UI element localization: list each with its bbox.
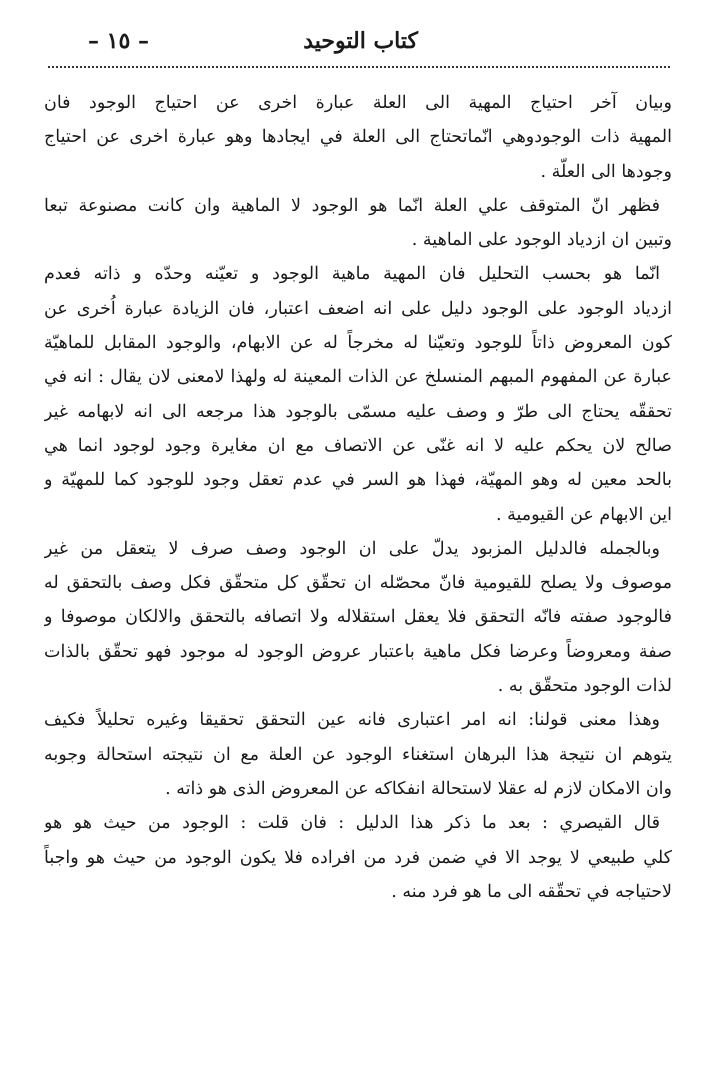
text-line: وجودها الى العلّة . — [540, 161, 672, 182]
text-line: وهذا معنى قولنا: انه امر اعتبارى فانه عين التحقق تحقيقا وغيره تحليلاً فكيف — [44, 710, 660, 731]
text-line: عبارة عن المفهوم المبهم المنسلخ عن الذات المعينة له ولهذا لامعنى لان يقال : انه في — [44, 367, 672, 388]
text-line: لاحتياجه في تحقّقه الى ما هو فرد منه . — [391, 881, 672, 902]
text-line: كون المعروض ذاتاً للوجود وتعيّنا له مخرجاً له عن الابهام، والوجود المقابل للماهيّة — [44, 333, 672, 354]
text-line: وان الامكان لازم له عقلا لاستحالة انفكاكه عن المعروض الذى هو ذاته . — [165, 778, 672, 799]
text-line: فظهر انّ المتوقف علي العلة انّما هو الوجود لا الماهية وان كانت مصنوعة تبعا — [44, 195, 660, 216]
page-number: – ١٥ – — [88, 28, 149, 54]
text-line: يتوهم ان نتيجة هذا البرهان استغناء الوجود عن العلة مع ان نتيجته استحالة وجوبه — [44, 744, 672, 765]
text-line: وبيان آخر احتياج المهية الى العلة عبارة اخرى عن احتياج الوجود فان — [44, 93, 672, 113]
text-line: انّما هو بحسب التحليل فان المهية ماهية الوجود و تعيّنه وحدّه و ذاته فعدم — [44, 264, 660, 285]
body-text — [44, 86, 672, 909]
text-line: وبالجمله فالدليل المزبود يدلّ على ان الوجود وصف صرف لا يتعقل من غير — [44, 538, 660, 559]
text-line: المهية ذات الوجودوهي انّماتحتاج الى العلة في ايجادها وهو عبارة اخرى عن احتياج — [44, 127, 672, 148]
text-line: لذات الوجود متحقّق به . — [497, 676, 672, 697]
text-line: بالحد معين له وهو المهيّة، فهذا هو السر في عدم تعقل وجود للوجود كما للمهيّة و — [44, 470, 672, 491]
text-line: صفة ومعروضاً وعرضا فكل ماهية باعتبار عروض الوجود له موجود فهو تحقّق بالذات — [44, 641, 672, 662]
text-line: تحققّه يحتاج الى طرّ و وصف عليه مسمّى بالوجود هذا مرجعه الى انه لابهامه غير — [44, 401, 672, 422]
text-line: كلي طبيعي لا يوجد الا في ضمن فرد من افراده فلا يكون الوجود من حيث هو واجباً — [44, 847, 672, 868]
text-line: اين الابهام عن القيومية . — [496, 504, 672, 525]
header-divider — [48, 66, 670, 68]
book-title: كتاب التوحيد — [303, 28, 418, 54]
text-line: وتبين ان ازدياد الوجود على الماهية . — [411, 230, 672, 251]
text-line: موصوف ولا يصلح للقيومية فانّ محصّله ان تحقّق كل متحقّق فكل وصف بالتحقق له — [44, 573, 672, 594]
text-line: فالوجود صفته فانّه التحقق فلا يعقل استقلاله ولا اتصافه بالتحقق والالكان موصوفا و — [44, 607, 672, 628]
text-line: صالح لان يحكم عليه لا انه غنّى عن الاتصاف مع ان مغايرة وجود لوجود انما هي — [44, 435, 672, 456]
page-header — [48, 28, 670, 64]
text-line: قال القيصري : بعد ما ذكر هذا الدليل : فان قلت : الوجود من حيث هو هو — [44, 813, 660, 834]
text-line: ازدياد الوجود على الوجود دليل على انه اضعف اعتبار، فان الزيادة عبارة اُخرى عن — [44, 298, 672, 319]
